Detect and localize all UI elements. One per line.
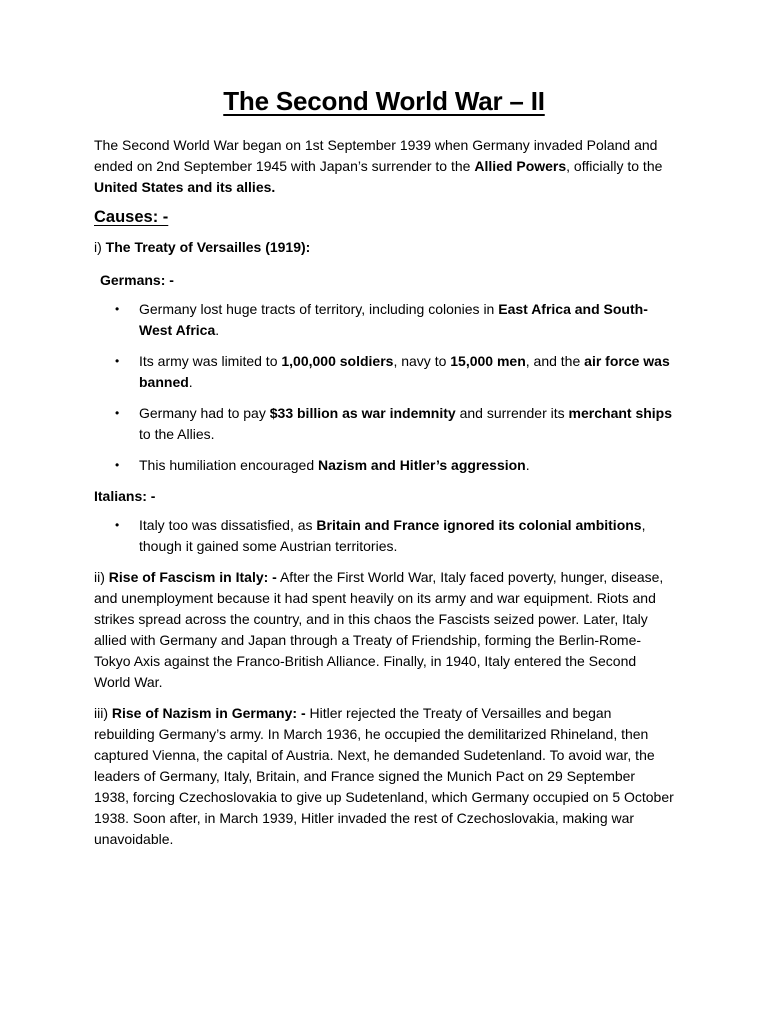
versailles-heading xyxy=(94,237,674,258)
text-run: ii) xyxy=(94,569,109,585)
text-run: , though it gained some Austrian territories. xyxy=(139,517,646,554)
bullet-icon: • xyxy=(115,406,120,420)
text-run: , navy to xyxy=(393,353,451,369)
bullet-icon: • xyxy=(115,458,120,472)
nazism-paragraph xyxy=(94,703,674,850)
text-run: . xyxy=(188,374,193,390)
versailles-prefix: i) xyxy=(94,239,106,255)
text-run: After the First World War, Italy faced poverty, hunger, disease, and unemployment because it had spent heavily on its army and war equipment. Riots and strikes spread across the country, and in this chaos the Fascists seized power. Later, Italy allied with Germany and Japan through a Treaty of Friendship, forming the Berlin-Rome-Tokyo Axis against the Franco-British Alliance. Finally, in 1940, Italy entered the Second World War. xyxy=(94,569,664,690)
document-title: The Second World War – II xyxy=(223,86,545,116)
text-run: Hitler rejected the Treaty of Versailles and began rebuilding Germany’s army. In March 1936, he occupied the demilitarized Rhineland, then captured Vienna, the capital of Austria. Next, he demanded Sudetenland. To avoid war, the leaders of Germany, Italy, Britain, and France signed the Munich Pact on 29 September 1938, forcing Czechoslovakia to give up Sudetenland, which Germany occupied on 5 October 1938. Soon after, in March 1939, Hitler invaded the rest of Czechoslovakia, making war unavoidable. xyxy=(94,705,674,847)
bullet-item xyxy=(115,351,674,393)
text-run: The Second World War began on 1st September 1939 when Germany invaded Poland and ended on 2nd September 1945 with Japan’s surrender to the xyxy=(94,137,658,174)
bold-text: Rise of Nazism in Germany: - xyxy=(111,705,306,721)
bullet-item xyxy=(115,299,674,341)
bold-text: $33 billion as war indemnity xyxy=(269,405,456,421)
bullet-icon: • xyxy=(115,354,120,368)
bold-text: Britain and France ignored its colonial ambitions xyxy=(316,517,642,533)
germans-bullet-list xyxy=(94,299,674,476)
text-run: , officially to the xyxy=(566,158,663,174)
causes-heading: Causes: - xyxy=(94,208,169,226)
bold-text: merchant ships xyxy=(568,405,673,421)
text-run: , and the xyxy=(525,353,585,369)
bold-text: 1,00,000 soldiers xyxy=(281,353,394,369)
bold-text: United States and its allies. xyxy=(94,179,276,195)
text-run: and surrender its xyxy=(455,405,569,421)
versailles-title: The Treaty of Versailles (1919): xyxy=(105,239,311,255)
bold-text: East Africa and South-West Africa xyxy=(139,301,648,338)
text-run: Italy too was dissatisfied, as xyxy=(139,517,317,533)
text-run: This humiliation encouraged xyxy=(139,457,318,473)
bullet-item xyxy=(115,455,674,476)
intro-paragraph xyxy=(94,135,674,198)
text-run: . xyxy=(525,457,530,473)
germans-label: Germans: - xyxy=(100,272,174,288)
text-run: Its army was limited to xyxy=(139,353,282,369)
bold-text: air force was banned xyxy=(139,353,670,390)
bullet-icon: • xyxy=(115,518,120,532)
bullet-icon: • xyxy=(115,302,120,316)
bold-text: Nazism and Hitler’s aggression xyxy=(318,457,526,473)
text-run: to the Allies. xyxy=(139,426,215,442)
italians-label: Italians: - xyxy=(94,488,156,504)
bold-text: Allied Powers xyxy=(474,158,567,174)
italians-bullet-list xyxy=(94,515,674,557)
bold-text: 15,000 men xyxy=(450,353,526,369)
bold-text: Rise of Fascism in Italy: - xyxy=(108,569,277,585)
bullet-item xyxy=(115,515,674,557)
bullet-item xyxy=(115,403,674,445)
fascism-paragraph xyxy=(94,567,674,693)
text-run: Germany lost huge tracts of territory, including colonies in xyxy=(139,301,499,317)
text-run: iii) xyxy=(94,705,112,721)
text-run: . xyxy=(215,322,220,338)
text-run: Germany had to pay xyxy=(139,405,270,421)
